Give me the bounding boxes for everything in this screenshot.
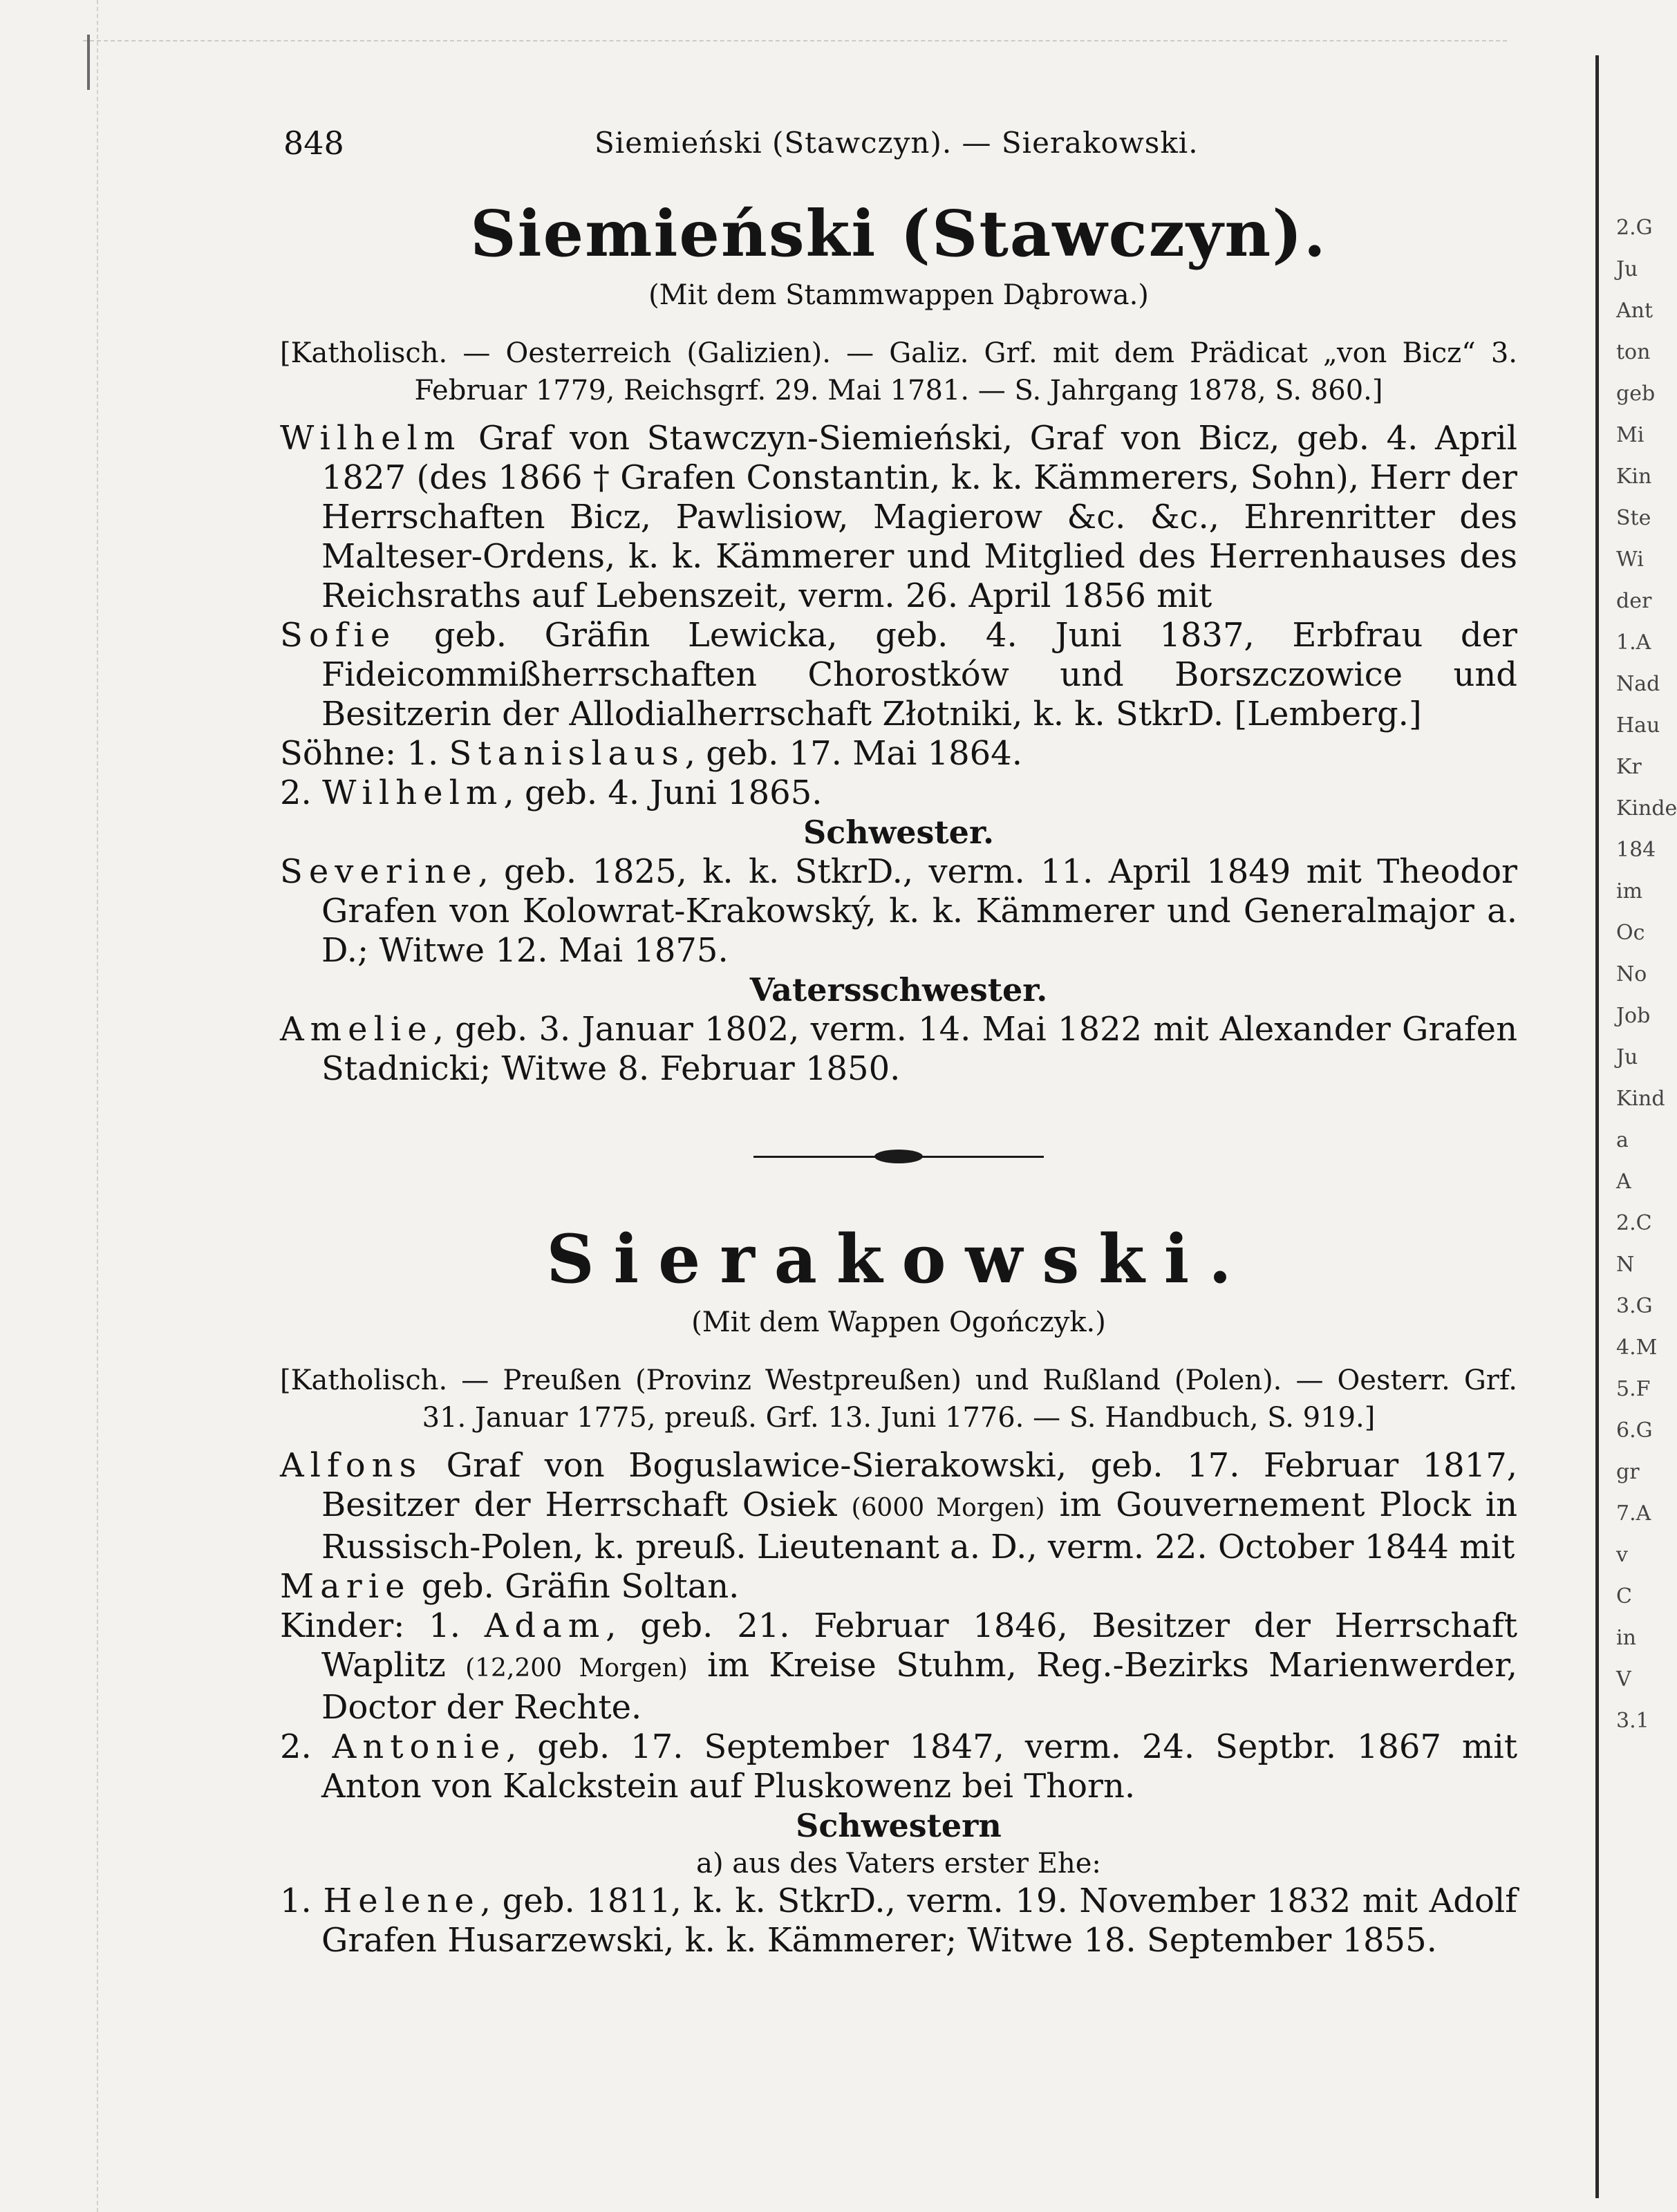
wife-entry <box>280 1567 1517 1606</box>
entry-text: Graf von Boguslawice-Sierakowski, geb. 17. Februar 1817, Besitzer der Herrschaft Osiek <box>321 1446 1517 1524</box>
sister-heading: Schwester. <box>803 814 994 851</box>
entry-text: geb. Gräfin Lewicka, geb. 4. Juni 1837, Erbfrau der Fideicommißherrschaften Chorostków und Borszczowice und Besitzerin der Allodialherrschaft Złotniki, k. k. StkrD. [Lemberg.] <box>321 616 1517 733</box>
facing-page-fragment: Kr <box>1616 755 1642 779</box>
facing-page-fragment: Wi <box>1616 547 1644 572</box>
sister-entry <box>280 1882 1517 1960</box>
sons-entry <box>280 734 1517 774</box>
facing-page-fragment: in <box>1616 1626 1636 1650</box>
facing-page-fragment: Oc <box>1616 921 1645 945</box>
person-name: Alfons <box>280 1446 423 1485</box>
facing-page-fragment: im <box>1616 879 1643 903</box>
facing-page-fragment: Ju <box>1616 257 1638 281</box>
head-of-family-entry <box>280 1446 1517 1567</box>
wife-entry <box>280 616 1517 734</box>
facing-page-divider <box>1595 55 1599 2198</box>
facing-page-fragment: gr <box>1616 1460 1640 1484</box>
facing-page-fragment: der <box>1616 589 1652 613</box>
person-name: Antonie <box>332 1727 507 1766</box>
person-name: Sofie <box>280 616 397 655</box>
facing-page-fragment: 3.1 <box>1616 1709 1649 1733</box>
person-name: Amelie <box>280 1010 433 1049</box>
head-of-family-entry <box>280 419 1517 616</box>
facing-page-fragment: 3.G <box>1616 1294 1653 1318</box>
facing-page-fragment: V <box>1616 1667 1631 1691</box>
entry-text: , geb. 1811, k. k. StkrD., verm. 19. November 1832 mit Adolf Grafen Husarzewski, k. k. Kämmerer; Witwe 18. September 1855. <box>321 1882 1517 1960</box>
facing-page-fragment: Kinde <box>1616 796 1677 821</box>
entry-text: , geb. 17. Mai 1864. <box>684 734 1022 773</box>
entry-text: , geb. 1825, k. k. StkrD., verm. 11. April 1849 mit Theodor Grafen von Kolowrat-Krakowský, k. k. Kämmerer und Generalmajor a. D.; Witwe 12. Mai 1875. <box>321 852 1517 970</box>
facing-page-fragment: 184 <box>1616 838 1656 862</box>
facing-page-fragment: 6.G <box>1616 1418 1653 1443</box>
facing-page-fragment: C <box>1616 1584 1632 1609</box>
family-info: [Katholisch. — Preußen (Provinz Westpreußen) und Rußland (Polen). — Oesterr. Grf. 31. Januar 1775, preuß. Grf. 13. Juni 1776. — S. Handbuch, S. 919.] <box>280 1365 1517 1434</box>
sisters-heading: Schwestern <box>796 1807 1002 1844</box>
person-name: Wilhelm <box>280 419 462 458</box>
divider-knot <box>874 1150 923 1163</box>
facing-page-fragment: 2.C <box>1616 1211 1652 1235</box>
entry-text: im Gouvernement Plock in Russisch-Polen, k. preuß. Lieutenant a. D., verm. 22. October 1844 mit <box>321 1485 1518 1566</box>
sister-entry <box>280 852 1517 971</box>
scan-left-edge <box>0 0 98 2212</box>
person-name: Severine <box>280 852 478 891</box>
entry-text: , geb. 4. Juni 1865. <box>503 774 823 812</box>
page-number: 848 <box>283 124 344 162</box>
section-divider-ornament <box>753 1150 1044 1163</box>
facing-page-fragment: 2.G <box>1616 216 1653 240</box>
facing-page-fragment: 1.A <box>1616 630 1651 655</box>
facing-page-fragment: 7.A <box>1616 1501 1651 1526</box>
facing-page-fragment: Nad <box>1616 672 1660 696</box>
running-header <box>280 118 1517 166</box>
facing-page-fragment: ton <box>1616 340 1651 364</box>
facing-page-fragment: a <box>1616 1128 1629 1152</box>
sons-label: Söhne: 1. <box>280 734 449 773</box>
facing-page-fragment: geb <box>1616 382 1656 406</box>
person-name: Stanislaus <box>449 734 685 773</box>
person-name: Marie <box>280 1567 411 1606</box>
estate-size: (6000 Morgen) <box>851 1494 1045 1522</box>
aunt-heading: Vatersschwester. <box>749 971 1048 1009</box>
son-entry <box>280 774 1517 813</box>
children-label: Kinder: 1. <box>280 1606 485 1645</box>
page-content <box>280 118 1517 1960</box>
sisters-subheading: a) aus des Vaters erster Ehe: <box>696 1848 1101 1880</box>
facing-page-fragment: 4.M <box>1616 1335 1658 1360</box>
scan-top-edge <box>83 40 1507 41</box>
facing-page-fragment: Ant <box>1616 299 1653 323</box>
entry-number: 2. <box>280 774 323 812</box>
facing-page-fragment: Ste <box>1616 506 1651 530</box>
facing-page-fragment: Hau <box>1616 713 1660 738</box>
facing-page-fragment: Kin <box>1616 465 1652 489</box>
facing-page-fragment: 5.F <box>1616 1377 1651 1401</box>
estate-size: (12,200 Morgen) <box>465 1654 688 1683</box>
facing-page-fragment: A <box>1616 1170 1631 1194</box>
children-entry <box>280 1606 1517 1727</box>
entry-text: , geb. 3. Januar 1802, verm. 14. Mai 1822 mit Alexander Grafen Stadnicki; Witwe 8. Februar 1850. <box>321 1010 1517 1088</box>
scan-corner-mark <box>87 35 90 90</box>
section-title-siemienski: Siemieński (Stawczyn). <box>470 196 1327 271</box>
facing-page-fragment: No <box>1616 962 1647 986</box>
person-name: Wilhelm <box>322 774 504 812</box>
facing-page-fragment: Mi <box>1616 423 1645 447</box>
facing-page-fragment: Job <box>1616 1004 1651 1028</box>
entry-number: 1. <box>280 1882 324 1920</box>
coat-of-arms-note: (Mit dem Stammwappen Dąbrowa.) <box>648 279 1149 311</box>
person-name: Adam <box>484 1606 606 1645</box>
aunt-entry <box>280 1010 1517 1089</box>
entry-text: Graf von Stawczyn-Siemieński, Graf von Bicz, geb. 4. April 1827 (des 1866 † Grafen Constantin, k. k. Kämmerers, Sohn), Herr der Herrschaften Bicz, Pawlisiow, Magierow &c. &c., Ehrenritter des Malteser-Ordens, k. k. Kämmerer und Mitglied des Herrenhauses des Reichsraths auf Lebenszeit, verm. 26. April 1856 mit <box>321 419 1517 615</box>
facing-page-fragment: v <box>1616 1543 1628 1567</box>
facing-page-fragments <box>1616 207 1677 2177</box>
entry-text: geb. Gräfin Soltan. <box>411 1567 740 1606</box>
person-name: Helene <box>323 1882 480 1920</box>
child-entry <box>280 1727 1517 1806</box>
family-info: [Katholisch. — Oesterreich (Galizien). — Galiz. Grf. mit dem Prädicat „von Bicz“ 3. Februar 1779, Reichsgrf. 29. Mai 1781. — S. Jahrgang 1878, S. 860.] <box>280 337 1517 406</box>
entry-text: im Kreise Stuhm, Reg.-Bezirks Marienwerder, Doctor der Rechte. <box>321 1646 1518 1727</box>
running-title: Siemieński (Stawczyn). — Sierakowski. <box>594 126 1199 160</box>
facing-page-fragment: Kind <box>1616 1087 1665 1111</box>
entry-text: , geb. 21. Februar 1846, Besitzer der Herrschaft Waplitz <box>321 1606 1518 1685</box>
entry-number: 2. <box>280 1727 332 1766</box>
facing-page-fragment: N <box>1616 1253 1635 1277</box>
facing-page-fragment: Ju <box>1616 1045 1638 1069</box>
section-title-sierakowski: Sierakowski. <box>546 1220 1251 1298</box>
coat-of-arms-note: (Mit dem Wappen Ogończyk.) <box>691 1306 1106 1338</box>
entry-text: , geb. 17. September 1847, verm. 24. Septbr. 1867 mit Anton von Kalckstein auf Pluskowenz bei Thorn. <box>321 1727 1517 1806</box>
